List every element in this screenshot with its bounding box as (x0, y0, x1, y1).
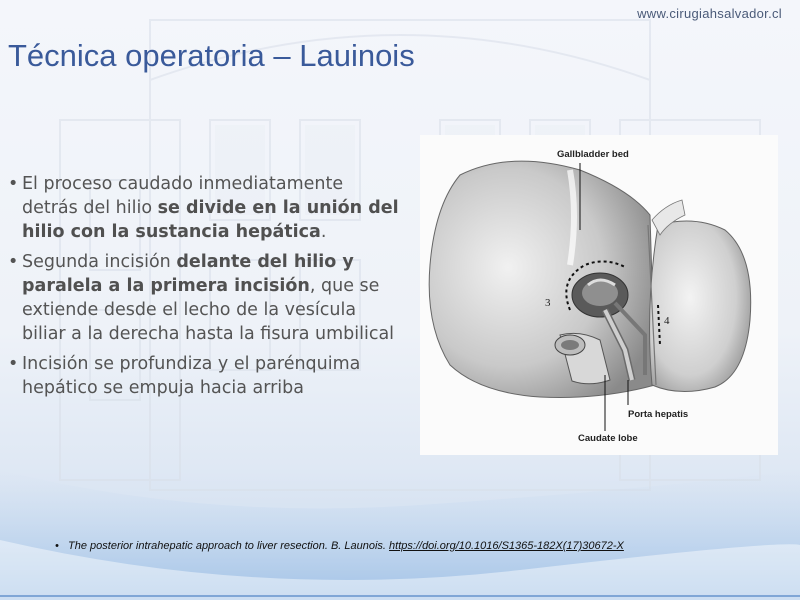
bullet-item (8, 352, 403, 400)
label-gallbladder-bed: Gallbladder bed (557, 149, 629, 160)
liver-drawing (420, 135, 778, 455)
bullet-text: Segunda incisión (22, 252, 177, 272)
footnote-bullet: • (55, 540, 59, 552)
liver-illustration (420, 135, 778, 455)
bullet-item (8, 250, 403, 346)
slide-title: Técnica operatoria – Lauinois (8, 38, 415, 73)
bullet-text-bold: se divide en la unión del hilio con la sustancia hepática (22, 198, 399, 242)
footnote-citation: The posterior intrahepatic approach to liver resection. B. Launois. (68, 540, 390, 552)
bullet-dot: • (8, 252, 19, 272)
bullet-dot: • (8, 354, 19, 374)
label-number-4: 4 (664, 315, 670, 327)
bullet-text: Incisión se profundiza y el parénquima hepático se empuja hacia arriba (22, 354, 361, 398)
label-porta-hepatis: Porta hepatis (628, 409, 689, 420)
label-caudate-lobe: Caudate lobe (578, 433, 638, 444)
footnote (55, 540, 624, 552)
label-number-3: 3 (545, 297, 551, 309)
bullet-dot: • (8, 174, 19, 194)
bullet-item (8, 172, 403, 244)
bullet-text-bold: delante del hilio y paralela a la primera incisión (22, 252, 354, 296)
bullet-text: , que se extiende desde el lecho de la vesícula biliar a la derecha hasta la fisura umbilical (22, 276, 395, 344)
bullet-text: El proceso caudado inmediatamente detrás del hilio (22, 174, 344, 218)
site-url: www.cirugiahsalvador.cl (637, 6, 782, 21)
doi-link[interactable]: https://doi.org/10.1016/S1365-182X(17)30672-X (389, 540, 624, 552)
bullet-text: . (320, 222, 327, 242)
bullet-list (8, 172, 403, 406)
